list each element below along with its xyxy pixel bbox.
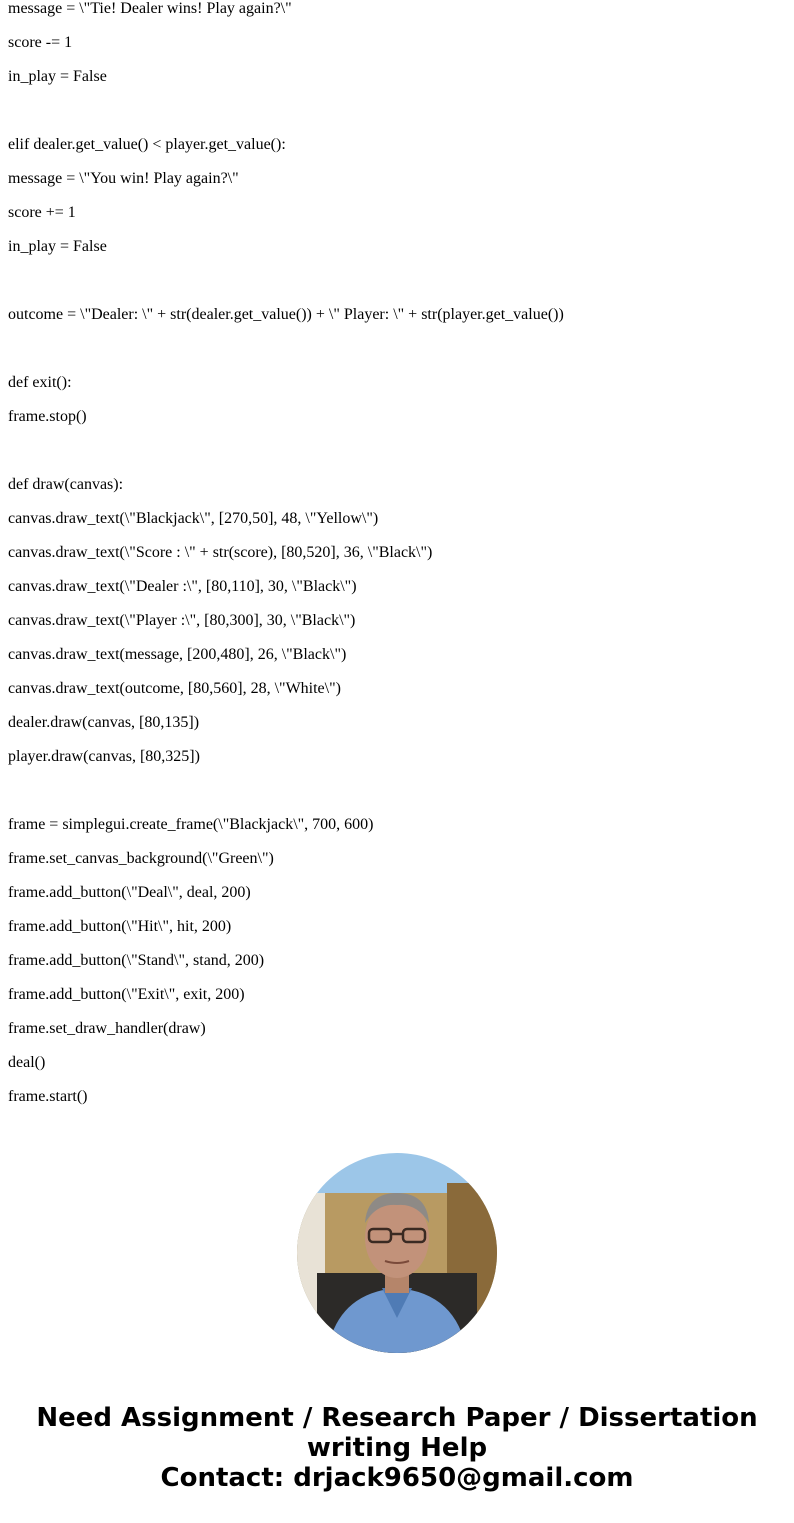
code-line: frame.stop(): [8, 408, 87, 425]
promo-contact: Contact: drjack9650@gmail.com: [160, 1463, 634, 1493]
code-line: player.draw(canvas, [80,325]): [8, 748, 200, 765]
code-line: in_play = False: [8, 68, 107, 85]
code-line: frame.set_canvas_background(\"Green\"): [8, 850, 274, 867]
code-line: score += 1: [8, 204, 76, 221]
code-line: frame.add_button(\"Hit\", hit, 200): [8, 918, 232, 935]
promo-banner: [0, 1403, 794, 1493]
blank-line: [8, 782, 788, 800]
code-line: frame.add_button(\"Deal\", deal, 200): [8, 884, 251, 901]
blank-line: [8, 102, 788, 120]
blank-line: [8, 340, 788, 358]
code-line: frame.add_button(\"Stand\", stand, 200): [8, 952, 265, 969]
code-line: canvas.draw_text(\"Player :\", [80,300], 30, \"Black\"): [8, 612, 356, 629]
code-line: canvas.draw_text(outcome, [80,560], 28, \"White\"): [8, 680, 341, 697]
code-line: outcome = \"Dealer: \" + str(dealer.get_value()) + \" Player: \" + str(player.get_value()): [8, 306, 564, 323]
code-line: in_play = False: [8, 238, 107, 255]
code-line: dealer.draw(canvas, [80,135]): [8, 714, 200, 731]
author-avatar: [297, 1153, 497, 1353]
blank-line: [8, 442, 788, 460]
promo-line-2: writing Help: [306, 1433, 488, 1463]
code-line: frame.start(): [8, 1088, 88, 1105]
code-line: frame.set_draw_handler(draw): [8, 1020, 206, 1037]
code-line: message = \"Tie! Dealer wins! Play again?\": [8, 0, 292, 17]
code-line: frame = simplegui.create_frame(\"Blackjack\", 700, 600): [8, 816, 374, 833]
code-line: def exit():: [8, 374, 72, 391]
code-line: canvas.draw_text(message, [200,480], 26, \"Black\"): [8, 646, 347, 663]
code-line: elif dealer.get_value() < player.get_value():: [8, 136, 286, 153]
code-line: deal(): [8, 1054, 46, 1071]
code-line: score -= 1: [8, 34, 73, 51]
code-line: message = \"You win! Play again?\": [8, 170, 239, 187]
code-listing: [8, 0, 788, 1122]
code-line: def draw(canvas):: [8, 476, 124, 493]
blank-line: [8, 272, 788, 290]
code-line: canvas.draw_text(\"Score : \" + str(score), [80,520], 36, \"Black\"): [8, 544, 433, 561]
code-line: canvas.draw_text(\"Dealer :\", [80,110], 30, \"Black\"): [8, 578, 357, 595]
person-photo-icon: [297, 1153, 497, 1353]
code-line: canvas.draw_text(\"Blackjack\", [270,50], 48, \"Yellow\"): [8, 510, 379, 527]
code-line: frame.add_button(\"Exit\", exit, 200): [8, 986, 245, 1003]
promo-line-1: Need Assignment / Research Paper / Dissertation: [36, 1403, 758, 1433]
